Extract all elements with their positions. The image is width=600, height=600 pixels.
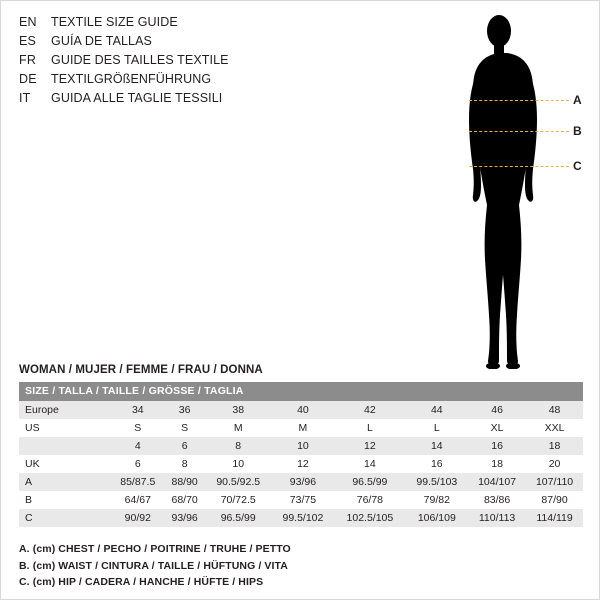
language-title: TEXTILGRÖßENFÜHRUNG (51, 72, 212, 86)
language-code: FR (19, 53, 37, 67)
cell: 6 (165, 437, 205, 455)
language-title: GUIDA ALLE TAGLIE TESSILI (51, 91, 223, 105)
cell: M (205, 419, 272, 437)
language-title: GUIDE DES TAILLES TEXTILE (51, 53, 229, 67)
cell: 104/107 (468, 473, 526, 491)
row-label (19, 437, 111, 455)
cell: M (272, 419, 334, 437)
row-label: B (19, 491, 111, 509)
table-row (19, 491, 583, 509)
measure-line-b (469, 131, 569, 132)
table-header-row (19, 382, 583, 401)
cell: 6 (111, 455, 165, 473)
measure-label-c: C (573, 159, 582, 173)
language-row (19, 34, 349, 53)
size-table (19, 382, 583, 527)
cell: 14 (334, 455, 405, 473)
cell: 110/113 (468, 509, 526, 527)
cell: 10 (272, 437, 334, 455)
cell: 44 (406, 401, 468, 419)
cell: 12 (334, 437, 405, 455)
cell: XL (468, 419, 526, 437)
cell: 10 (205, 455, 272, 473)
language-title: TEXTILE SIZE GUIDE (51, 15, 178, 29)
row-label: Europe (19, 401, 111, 419)
table-row (19, 455, 583, 473)
cell: 96.5/99 (205, 509, 272, 527)
cell: 107/110 (526, 473, 583, 491)
cell: 114/119 (526, 509, 583, 527)
cell: 8 (205, 437, 272, 455)
row-label: UK (19, 455, 111, 473)
cell: L (334, 419, 405, 437)
table-row (19, 473, 583, 491)
language-code: EN (19, 15, 37, 29)
cell: 14 (406, 437, 468, 455)
language-row (19, 53, 349, 72)
cell: 73/75 (272, 491, 334, 509)
cell: 99.5/102 (272, 509, 334, 527)
cell: 87/90 (526, 491, 583, 509)
cell: 88/90 (165, 473, 205, 491)
table-row (19, 419, 583, 437)
legend-block (19, 541, 519, 591)
cell: 20 (526, 455, 583, 473)
table-row (19, 437, 583, 455)
cell: S (165, 419, 205, 437)
cell: XXL (526, 419, 583, 437)
section-title: WOMAN / MUJER / FEMME / FRAU / DONNA (19, 364, 263, 376)
cell: L (406, 419, 468, 437)
cell: 16 (406, 455, 468, 473)
cell: 18 (468, 455, 526, 473)
cell: 102.5/105 (334, 509, 405, 527)
measure-label-a: A (573, 93, 582, 107)
woman-silhouette-icon (441, 9, 561, 369)
cell: 16 (468, 437, 526, 455)
table-header-label: SIZE / TALLA / TAILLE / GRÖSSE / TAGLIA (19, 382, 583, 401)
cell: 12 (272, 455, 334, 473)
language-row (19, 91, 349, 110)
cell: 68/70 (165, 491, 205, 509)
measure-label-b: B (573, 124, 582, 138)
language-title: GUÍA DE TALLAS (51, 34, 152, 48)
cell: 96.5/99 (334, 473, 405, 491)
row-label: C (19, 509, 111, 527)
cell: 38 (205, 401, 272, 419)
language-code: DE (19, 72, 37, 86)
cell: 8 (165, 455, 205, 473)
measure-line-a (469, 100, 569, 101)
table-row (19, 401, 583, 419)
language-code: ES (19, 34, 37, 48)
figure-diagram (421, 9, 591, 369)
cell: 70/72.5 (205, 491, 272, 509)
cell: 106/109 (406, 509, 468, 527)
legend-row-b: B. (cm) WAIST / CINTURA / TAILLE / HÜFTUNG / VITA (19, 559, 288, 572)
cell: 83/86 (468, 491, 526, 509)
cell: 36 (165, 401, 205, 419)
cell: 46 (468, 401, 526, 419)
cell: 48 (526, 401, 583, 419)
cell: 40 (272, 401, 334, 419)
cell: 4 (111, 437, 165, 455)
cell: 90.5/92.5 (205, 473, 272, 491)
legend-row-a: A. (cm) CHEST / PECHO / POITRINE / TRUHE / PETTO (19, 543, 291, 555)
language-row (19, 72, 349, 91)
language-code: IT (19, 91, 31, 105)
language-row (19, 15, 349, 34)
cell: 64/67 (111, 491, 165, 509)
row-label: A (19, 473, 111, 491)
cell: S (111, 419, 165, 437)
cell: 76/78 (334, 491, 405, 509)
cell: 93/96 (272, 473, 334, 491)
cell: 34 (111, 401, 165, 419)
cell: 85/87.5 (111, 473, 165, 491)
cell: 99.5/103 (406, 473, 468, 491)
language-title-block (19, 15, 349, 110)
legend-row-c: C. (cm) HIP / CADERA / HANCHE / HÜFTE / HIPS (19, 576, 264, 588)
cell: 90/92 (111, 509, 165, 527)
cell: 93/96 (165, 509, 205, 527)
measure-line-c (469, 166, 569, 167)
cell: 42 (334, 401, 405, 419)
cell: 18 (526, 437, 583, 455)
cell: 79/82 (406, 491, 468, 509)
row-label: US (19, 419, 111, 437)
table-row (19, 509, 583, 527)
